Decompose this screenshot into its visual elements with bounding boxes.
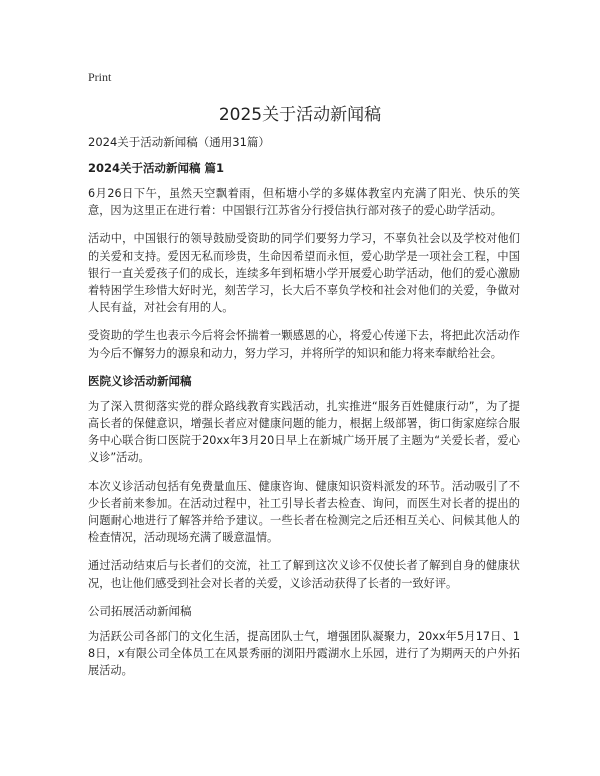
- paragraph: 为了深入贯彻落实党的群众路线教育实践活动，扎实推进“服务百姓健康行动”，为了提高长者的保健意识，增强长者应对健康问题的能力，根据上级部署，街口街家庭综合服务中心联合街口医院于20xx年3月20日早上在新城广场开展了主题为“关爱长者，爱心义诊”活动。: [88, 399, 520, 465]
- section-heading: 医院义诊活动新闻稿: [88, 373, 192, 388]
- section-heading: 2024关于活动新闻稿 篇1: [88, 161, 225, 175]
- section-heading: 公司拓展活动新闻稿: [88, 603, 192, 618]
- document-body: [88, 134, 520, 690]
- section-2: [88, 373, 520, 592]
- paragraph: 本次义诊活动包括有免费量血压、健康咨询、健康知识资料派发的环节。活动吸引了不少长者前来参加。在活动过程中，社工引导长者去检查、询问，而医生对长者的提出的问题耐心地进行了解答并给予建议。一些长者在检测完之后还相互关心、问候其他人的检查情况，活动现场充满了暖意温情。: [88, 479, 520, 545]
- paragraph: 6月26日下午，虽然天空飘着雨，但柘塘小学的多媒体教室内充满了阳光、快乐的笑意，因为这里正在进行着：中国银行江苏省分行授信执行部对孩子的爱心助学活动。: [88, 187, 520, 218]
- paragraph: 通过活动结束后与长者们的交流，社工了解到这次义诊不仅使长者了解到自身的健康状况，也让他们感受到社会对长者的关爱，义诊活动获得了长者的一致好评。: [88, 559, 520, 590]
- paragraph: 为活跃公司各部门的文化生活，提高团队士气，增强团队凝聚力，20xx年5月17日、18日，x有限公司全体员工在风景秀丽的浏阳丹霞湖水上乐园，进行了为期两天的户外拓展活动。: [88, 629, 520, 678]
- print-label: Print: [88, 70, 112, 84]
- document-title: 2025关于活动新闻稿: [218, 105, 382, 125]
- section-3: [88, 603, 520, 680]
- paragraph: 受资助的学生也表示今后将会怀揣着一颗感恩的心，将爱心传递下去，将把此次活动作为今后不懈努力的源泉和动力，努力学习，并将所学的知识和能力将来奉献给社会。: [88, 329, 520, 360]
- document-subtitle: 2024关于活动新闻稿（通用31篇）: [88, 135, 270, 149]
- section-1: [88, 160, 520, 362]
- paragraph: 活动中，中国银行的领导鼓励受资助的同学们要努力学习，不辜负社会以及学校对他们的关爱和支持。爱因无私而珍贵，生命因希望而永恒，爱心助学是一项社会工程，中国银行一直关爱孩子们的成长，连续多年到柘塘小学开展爱心助学活动，他们的爱心激励着特困学生珍惜大好时光，刻苦学习，长大后不辜负学校和社会对他们的关爱，争做对人民有益，对社会有用的人。: [88, 232, 520, 315]
